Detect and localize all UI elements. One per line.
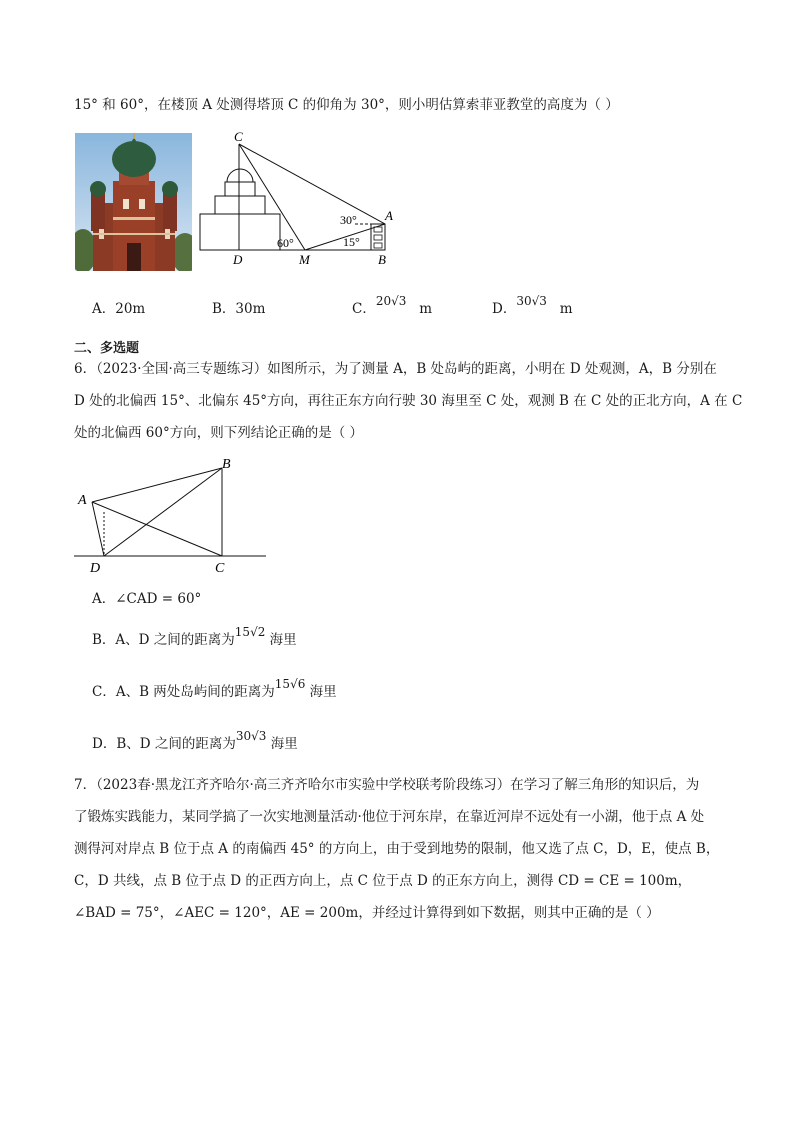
q5-option-a[interactable]: A．20m <box>92 301 146 317</box>
q6-option-d-value: 30√3 <box>235 729 267 743</box>
q6-option-d[interactable] <box>92 729 298 753</box>
q6-option-c-value: 15√6 <box>274 677 306 691</box>
q6-option-d-prefix: D．B、D 之间的距离为 <box>92 736 236 752</box>
q5-option-d[interactable] <box>492 294 573 318</box>
q5-label-C: C <box>234 129 243 144</box>
q5-figure <box>195 128 405 270</box>
q5-option-d-prefix: D． <box>492 301 517 317</box>
q7-text-line3: 测得河对岸点 B 位于点 A 的南偏西 45° 的方向上，由于受到地势的限制，他又选了点 C，D，E，使点 B， <box>74 841 720 857</box>
q7-text-line2: 了锻炼实践能力，某同学搞了一次实地测量活动·他位于河东岸，在靠近河岸不远处有一小湖，他于点 A 处 <box>74 809 705 825</box>
q5-label-M: M <box>299 252 310 267</box>
q6-label-A: A <box>78 493 87 508</box>
q5-option-c[interactable] <box>352 294 433 318</box>
q6-option-c-prefix: C．A、B 两处岛屿间的距离为 <box>92 684 275 700</box>
q5-option-d-value: 30√3 <box>516 294 547 308</box>
q6-option-b-unit: 海里 <box>269 632 297 648</box>
q7-text-line1: 7．（2023春·黑龙江齐齐哈尔·高三齐齐哈尔市实验中学校联考阶段练习）在学习了解三角形的知识后，为 <box>74 777 700 793</box>
q7-text-line4: C，D 共线，点 B 位于点 D 的正西方向上，点 C 位于点 D 的正东方向上，测得 CD = CE = 100m， <box>74 873 692 889</box>
q5-angle-15: 15° <box>343 235 360 249</box>
q6-option-c-unit: 海里 <box>309 684 337 700</box>
q6-label-B: B <box>222 457 231 472</box>
q6-option-b-value: 15√2 <box>234 625 266 639</box>
q7-text-line5: ∠BAD = 75°，∠AEC = 120°，AE = 200m，并经过计算得到如下数据，则其中正确的是（ ） <box>74 905 660 921</box>
q5-label-A: A <box>385 208 393 223</box>
q6-text-line1: 6．（2023·全国·高三专题练习）如图所示，为了测量 A，B 处岛屿的距离，小明在 D 处观测，A，B 分别在 <box>74 361 717 377</box>
q5-option-c-value: 20√3 <box>375 294 407 308</box>
q5-angle-30: 30° <box>340 213 357 227</box>
q6-text-line3: 处的北偏西 60°方向，则下列结论正确的是（ ） <box>74 425 364 441</box>
q6-option-b[interactable] <box>92 625 297 649</box>
q6-option-a[interactable]: A．∠CAD = 60° <box>92 591 202 607</box>
q6-option-b-prefix: B．A、D 之间的距离为 <box>92 632 235 648</box>
q5-label-B: B <box>378 252 386 267</box>
q5-option-d-unit: m <box>559 301 573 317</box>
section-title-multiple-choice: 二、多选题 <box>74 341 140 356</box>
church-photo <box>75 133 192 271</box>
q6-option-c[interactable] <box>92 677 337 701</box>
q6-label-C: C <box>215 561 225 576</box>
q5-option-c-unit: m <box>419 301 433 317</box>
q5-label-D: D <box>233 252 243 267</box>
q6-label-D: D <box>90 561 101 576</box>
q5-option-c-prefix: C． <box>352 301 376 317</box>
q6-text-line2: D 处的北偏西 15°、北偏东 45°方向，再往正东方向行驶 30 海里至 C 处，观测 B 在 C 处的正北方向，A 在 C <box>74 393 743 409</box>
q5-angle-60: 60° <box>277 236 294 250</box>
q6-option-d-unit: 海里 <box>270 736 298 752</box>
q6-figure <box>74 452 269 577</box>
q5-option-b[interactable]: B．30m <box>212 301 266 317</box>
q5-text-line1: 15° 和 60°，在楼顶 A 处测得塔顶 C 的仰角为 30°，则小明估算索菲亚教堂的高度为（ ） <box>74 97 619 113</box>
